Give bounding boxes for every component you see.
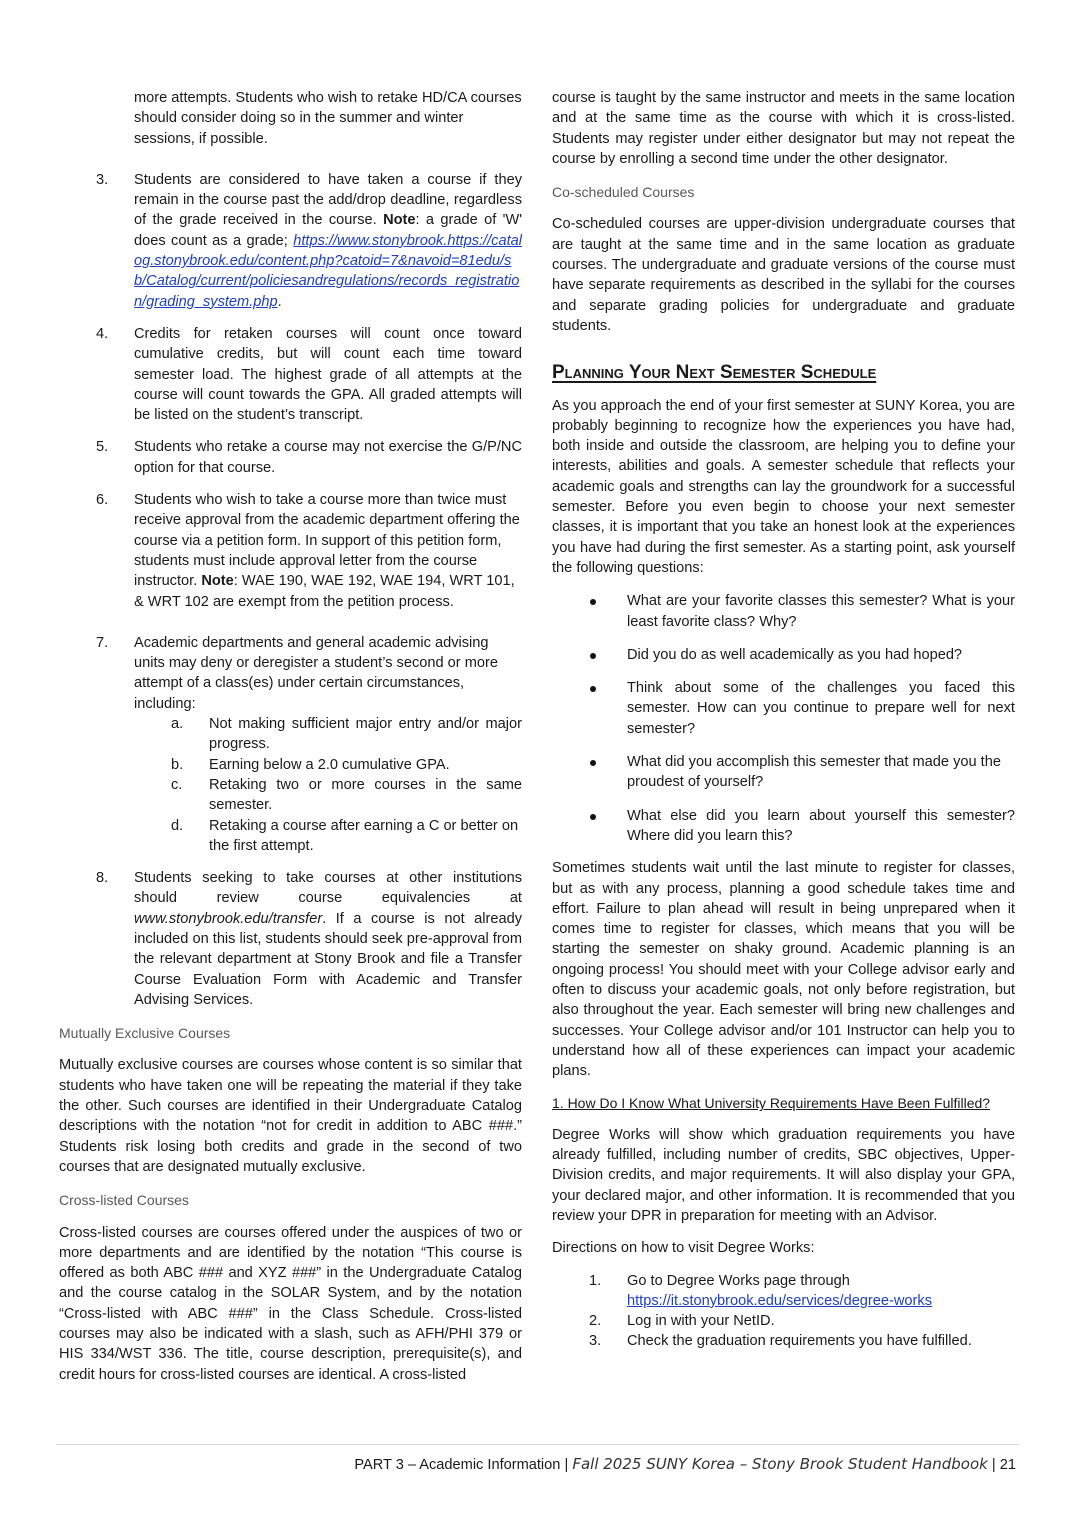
sublist-item-c: c. Retaking two or more courses in the same semester. bbox=[171, 776, 522, 814]
footer-part: PART 3 – Academic Information bbox=[354, 1457, 561, 1473]
footer-divider bbox=[56, 1444, 1019, 1445]
sometimes-text: Sometimes students wait until the last minute to register for classes, but as with any process, planning a good schedule takes time and effort. Failure to plan ahead will result in being unprepared when it comes time to register for classes, which means that you will be starting the semester on shaky ground. Academic planning is an ongoing process! You should meet with your College advisor early and often to discuss your academic goals, not only before registration, but also throughout the year. Each semester will bring new challenges and successes. Your College advisor and/or 101 Instructor can help you to understand how all of these experiences can impact your academic plans. bbox=[552, 860, 1015, 1080]
footer-handbook-title: Fall 2025 SUNY Korea – Stony Brook Student Handbook bbox=[572, 1455, 988, 1473]
co-scheduled-heading: Co-scheduled Courses bbox=[552, 184, 695, 201]
step-1: 1. Go to Degree Works page through https://it.stonybrook.edu/services/degree-works bbox=[589, 1272, 932, 1309]
page-footer: PART 3 – Academic Information | Fall 2025 SUNY Korea – Stony Brook Student Handbook | 21 bbox=[354, 1455, 1016, 1473]
grading-system-link[interactable]: https://www.stonybrook.https://catalog.stonybrook.edu/content.php?catoid=7&navoid=81edu/sb/Catalog/current/policiesandregulations/records_registration/grading_system.php bbox=[134, 232, 522, 310]
page-number: 21 bbox=[999, 1457, 1016, 1473]
transfer-url: www.stonybrook.edu/transfer bbox=[134, 910, 323, 927]
cross-listed-continuation: course is taught by the same instructor and meets in the same location and at the same time as the course with which it is cross-listed. Students may register under either designator but may not repeat the course by enrolling a second time under the other designator. bbox=[552, 90, 1015, 167]
list-item-7: 7. Academic departments and general academic advising units may deny or deregister a student’s second or more attempt of a class(es) under certain circumstances, including: a. Not making sufficient major entry and/or major progress. b. Earning below a 2.0 cumulative GPA. c. Retaking two or more courses in the same semester. d. Retaking a course after earning a C or better on the first attempt. bbox=[59, 633, 522, 856]
co-scheduled-text: Co-scheduled courses are upper-division undergraduate courses that are taught at the same time and in the same location as graduate courses. The undergraduate and graduate versions of the course must have separate requirements as described in the syllabi for the courses and separate grading policies for undergraduate and graduate students. bbox=[552, 216, 1015, 334]
question-5: What else did you learn about yourself this semester? Where did you learn this? bbox=[552, 806, 1015, 847]
degree-works-text: Degree Works will show which graduation requirements you have already fulfilled, including number of credits, SBC objectives, Upper-Division credits, and major requirements. It will also display your GPA, your declared major, and other information. It is recommended that you review your DPR in preparation for meeting with an Advisor. bbox=[552, 1126, 1015, 1224]
degree-works-link[interactable]: https://it.stonybrook.edu/services/degree-works bbox=[627, 1292, 932, 1309]
mutually-exclusive-heading: Mutually Exclusive Courses bbox=[59, 1025, 231, 1042]
list-item-5: 5. Students who retake a course may not exercise the G/P/NC option for that course. bbox=[96, 439, 522, 476]
item-2-continuation: more attempts. Students who wish to retake HD/CA courses should consider doing so in the summer and winter sessions, if possible. bbox=[134, 90, 522, 147]
sublist-item-b: b. Earning below a 2.0 cumulative GPA. bbox=[171, 756, 450, 773]
question-2: Did you do as well academically as you had hoped? bbox=[552, 645, 1015, 665]
right-column bbox=[552, 88, 1015, 1352]
section-title: Planning Your Next Semester Schedule bbox=[552, 362, 877, 384]
bullet-icon bbox=[590, 814, 596, 820]
list-item-4: 4. Credits for retaken courses will count once toward cumulative credits, but will count each time toward semester load. The highest grade of all attempts at the course will count towards the GPA. All graded attempts will be listed on the student’s transcript. bbox=[96, 325, 522, 424]
cross-listed-text: Cross-listed courses are courses offered under the auspices of two or more departments and are identified by the notation “This course is offered as both ABC ### and XYZ ###” in the Undergraduate Catalog and the course catalog in the SOLAR System, and by the notation “Cross-listed with ABC ###” in the Class Schedule. Cross-listed courses may also be indicated with a slash, such as AFH/PHI 379 or HIS 334/WST 336. The title, course description, prerequisite(s), and credit hours for cross-listed courses are identical. A cross-listed bbox=[59, 1224, 522, 1383]
requirements-heading: 1. How Do I Know What University Requirements Have Been Fulfilled? bbox=[552, 1095, 991, 1112]
bullet-icon bbox=[590, 653, 596, 659]
question-4: What did you accomplish this semester that made you the proudest of yourself? bbox=[552, 752, 1015, 793]
step-2: 2. Log in with your NetID. bbox=[589, 1313, 775, 1330]
left-column bbox=[59, 88, 522, 1385]
cross-listed-heading: Cross-listed Courses bbox=[59, 1192, 189, 1209]
planning-intro: As you approach the end of your first semester at SUNY Korea, you are probably beginning to recognize how the experiences you have had, both inside and outside the classroom, are helping you to define your interests, abilities and goals. A semester schedule that reflects your academic goals and strengths can lay the groundwork for a successful semester. Before you even begin to choose your next semester classes, it is important that you take an honest look at the experiences you have had during the first semester. As a starting point, ask yourself the following questions: bbox=[552, 397, 1015, 576]
sublist-item-d: d. Retaking a course after earning a C or better on the first attempt. bbox=[171, 817, 519, 854]
bullet-icon bbox=[590, 686, 596, 692]
directions-text: Directions on how to visit Degree Works: bbox=[552, 1240, 815, 1257]
question-1: What are your favorite classes this semester? What is your least favorite class? Why? bbox=[552, 591, 1015, 632]
question-3: Think about some of the challenges you faced this semester. How can you continue to prepare well for next semester? bbox=[552, 678, 1015, 739]
mutually-exclusive-text: Mutually exclusive courses are courses whose content is so similar that students who have taken one will be repeating the material if they take the other. Such courses are identified in their Undergraduate Catalog descriptions with the notation “not for credit in addition to ABC ###.” Students risk losing both credits and grade in the second of two courses that are designated mutually exclusive. bbox=[59, 1057, 522, 1175]
step-3: 3. Check the graduation requirements you have fulfilled. bbox=[589, 1333, 972, 1350]
bullet-icon bbox=[590, 599, 596, 605]
sublist-item-a: a. Not making sufficient major entry and/or major progress. bbox=[171, 716, 522, 753]
bullet-icon bbox=[590, 760, 596, 766]
list-item-6: 6. Students who wish to take a course more than twice must receive approval from the academic department offering the course via a petition form. In support of this petition form, students must include approval letter from the course instructor. Note: WAE 190, WAE 192, WAE 194, WRT 101, & WRT 102 are exempt from the petition process. bbox=[96, 492, 520, 610]
list-item-3: 3. Students are considered to have taken a course if they remain in the course past the add/drop deadline, regardless of the grade received in the course. Note: a grade of 'W' does count as a grade; https://www.stonybrook.https://catalog.stonybrook.edu/content.php?catoid=7&navoid=81edu/sb/Catalog/current/policiesandregulations/records_registration/grading_system.php. bbox=[96, 171, 522, 310]
list-item-8: 8. Students seeking to take courses at other institutions should review course equivalencies at www.stonybrook.edu/transfer. If a course is not already included on this list, students should seek pre-approval from the relevant department at Stony Brook and file a Transfer Course Evaluation Form with Academic and Transfer Advising Services. bbox=[96, 870, 522, 1008]
